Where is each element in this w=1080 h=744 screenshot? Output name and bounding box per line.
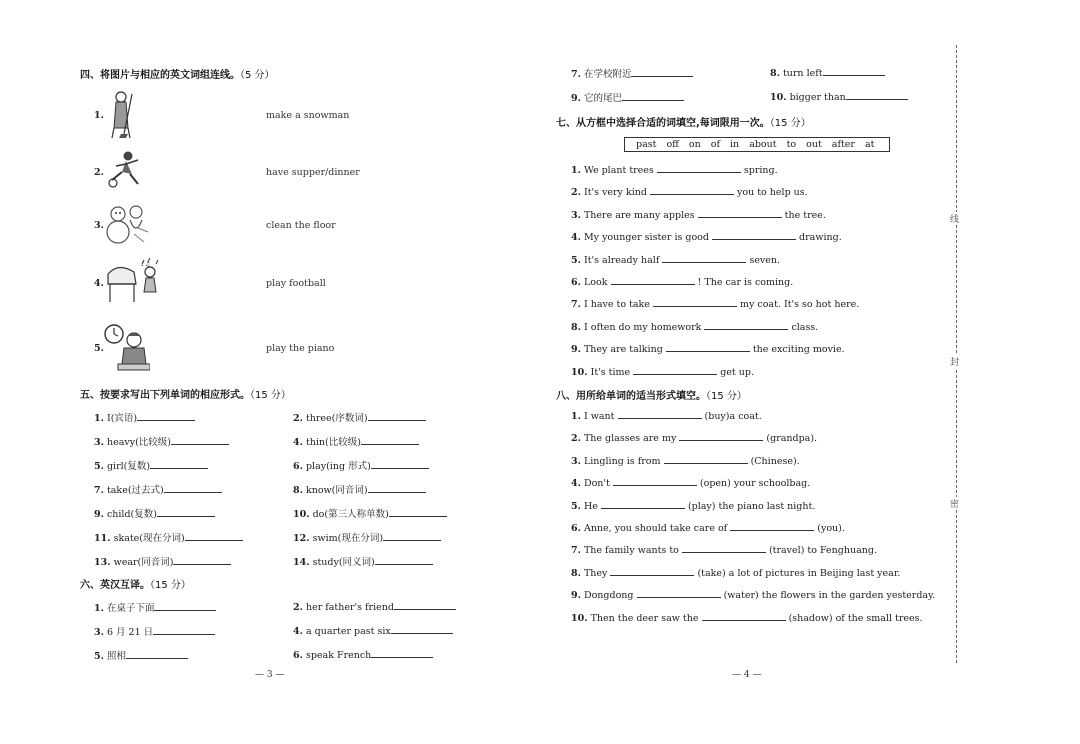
binding-label-middle: 封 <box>950 355 959 368</box>
item-number: 10. <box>293 509 310 520</box>
picture-number: 3. <box>94 220 104 231</box>
answer-blank[interactable] <box>375 555 433 565</box>
picture-number: 5. <box>94 343 104 354</box>
sentence-start: The family wants to <box>583 545 679 557</box>
fill-in-sentence <box>571 208 826 221</box>
item-number: 6. <box>571 277 581 288</box>
exercise-item <box>293 554 433 568</box>
item-prompt: child(复数) <box>106 509 157 520</box>
sentence-start: He <box>583 500 598 512</box>
answer-blank[interactable] <box>846 90 908 100</box>
fill-in-sentence <box>571 297 859 310</box>
answer-blank[interactable] <box>666 342 750 352</box>
exercise-item <box>571 90 684 104</box>
word-bank-word: after <box>831 139 855 150</box>
item-prompt: girl(复数) <box>106 461 151 472</box>
item-number: 4. <box>293 626 303 637</box>
item-prompt: 照相 <box>106 651 126 662</box>
item-prompt: heavy(比较级) <box>106 437 172 448</box>
page-number-right: — 4 — <box>732 670 762 680</box>
item-prompt: 6 月 21 日 <box>106 627 154 638</box>
answer-blank[interactable] <box>682 543 766 553</box>
sentence-end: (shadow) of the small trees. <box>788 612 923 624</box>
item-number: 6. <box>293 650 303 661</box>
exercise-item <box>770 90 908 103</box>
sentence-end: class. <box>791 321 819 333</box>
sentence-end: my coat. It's so hot here. <box>740 299 860 311</box>
exercise-item <box>293 458 429 472</box>
item-number: 1. <box>571 411 581 422</box>
answer-blank[interactable] <box>368 411 426 421</box>
answer-blank[interactable] <box>171 435 229 445</box>
answer-blank[interactable] <box>391 624 453 634</box>
item-number: 6. <box>293 461 303 472</box>
sentence-start: My younger sister is good <box>583 232 709 244</box>
fill-in-sentence <box>571 253 780 266</box>
fill-in-sentence <box>571 275 793 288</box>
section-7-points: （15 分） <box>769 118 811 129</box>
item-number: 2. <box>293 602 303 613</box>
answer-blank[interactable] <box>610 566 694 576</box>
item-number: 8. <box>571 567 581 579</box>
fill-in-sentence <box>571 365 754 378</box>
item-number: 8. <box>293 485 303 496</box>
item-prompt: swim(现在分词) <box>312 533 384 544</box>
fill-in-sentence <box>571 476 810 489</box>
word-bank-word: of <box>710 139 721 150</box>
sentence-start: Anne, you should take care of <box>583 523 728 534</box>
answer-blank[interactable] <box>698 208 782 218</box>
answer-blank[interactable] <box>371 459 429 469</box>
sentence-start: They are talking <box>583 344 663 356</box>
item-prompt: take(过去式) <box>106 485 164 496</box>
section-6-title-text: 六、英汉互译。 <box>80 580 150 591</box>
match-phrase[interactable]: have supper/dinner <box>266 167 360 178</box>
sentence-start: Dongdong <box>583 590 634 602</box>
exercise-item <box>293 410 426 424</box>
answer-blank[interactable] <box>389 507 447 517</box>
sentence-start: It's already half <box>583 254 660 266</box>
sentence-start: I often do my homework <box>583 321 702 333</box>
sentence-start: We plant trees <box>583 165 654 176</box>
fill-in-sentence <box>571 409 762 422</box>
item-number: 3. <box>571 455 581 467</box>
section-8-points: （15 分） <box>706 391 747 402</box>
exercise-item <box>94 648 188 662</box>
item-number: 10. <box>770 92 787 103</box>
section-6-title <box>80 576 191 591</box>
binding-dashed-line <box>956 45 957 663</box>
exercise-item <box>293 600 456 613</box>
sentence-start: I want <box>583 411 615 422</box>
answer-blank[interactable] <box>137 411 195 421</box>
person-sweeping-icon <box>104 90 138 144</box>
answer-blank[interactable] <box>394 600 456 610</box>
item-prompt: bigger than <box>789 92 846 103</box>
item-number: 7. <box>94 485 104 496</box>
answer-blank[interactable] <box>664 454 748 464</box>
exercise-item <box>293 482 426 496</box>
item-number: 2. <box>571 433 581 445</box>
section-7-title <box>556 114 811 129</box>
item-prompt: do(第三人称单数) <box>312 509 389 520</box>
fill-in-sentence <box>571 230 842 243</box>
item-number: 9. <box>94 509 104 520</box>
match-phrase[interactable]: clean the floor <box>266 220 336 231</box>
picture-number: 1. <box>94 110 104 121</box>
fill-in-sentence <box>571 454 800 467</box>
exercise-item <box>293 506 447 520</box>
item-number: 10. <box>571 612 588 624</box>
answer-blank[interactable] <box>150 459 208 469</box>
word-bank-word: on <box>688 139 701 150</box>
answer-blank[interactable] <box>618 409 702 419</box>
sentence-end: (water) the flowers in the garden yesterday. <box>723 590 936 602</box>
answer-blank[interactable] <box>185 531 243 541</box>
match-phrase[interactable]: make a snowman <box>266 110 350 121</box>
answer-blank[interactable] <box>823 66 885 76</box>
fill-in-sentence <box>571 543 877 556</box>
boy-eating-clock-icon <box>104 322 150 376</box>
item-number: 9. <box>571 93 581 104</box>
answer-blank[interactable] <box>702 611 786 621</box>
word-bank-word: out <box>806 139 822 150</box>
exercise-item <box>293 434 419 448</box>
sentence-end: (you). <box>817 523 845 534</box>
word-bank-box <box>624 137 890 152</box>
item-number: 11. <box>94 533 111 544</box>
sentence-end: (travel) to Fenghuang. <box>768 545 877 557</box>
item-prompt: three(序数词) <box>305 413 368 424</box>
answer-blank[interactable] <box>712 230 796 240</box>
answer-blank[interactable] <box>611 275 695 285</box>
item-number: 10. <box>571 366 588 378</box>
item-number: 2. <box>293 413 303 424</box>
exercise-item <box>94 458 208 472</box>
girl-at-piano-icon <box>104 258 166 308</box>
sentence-end: (Chinese). <box>750 455 800 467</box>
answer-blank[interactable] <box>631 67 693 77</box>
exercise-item <box>293 648 433 661</box>
item-number: 3. <box>94 437 104 448</box>
word-bank-word: to <box>786 139 797 150</box>
item-prompt: I(宾语) <box>106 413 138 424</box>
fill-in-sentence <box>571 163 778 176</box>
sentence-end: drawing. <box>799 232 842 244</box>
section-4-points: （5 分） <box>240 70 275 81</box>
fill-in-sentence <box>571 342 845 355</box>
item-number: 3. <box>94 627 104 638</box>
item-number: 5. <box>571 500 581 512</box>
item-prompt: 在学校附近 <box>583 69 632 80</box>
exercise-item <box>770 66 885 79</box>
exercise-item <box>94 600 216 614</box>
sentence-start: I have to take <box>583 299 650 311</box>
boy-kicking-ball-icon <box>104 150 148 194</box>
answer-blank[interactable] <box>662 253 746 263</box>
answer-blank[interactable] <box>126 649 188 659</box>
answer-blank[interactable] <box>653 297 737 307</box>
exercise-item <box>94 482 222 496</box>
section-4-title <box>80 66 275 81</box>
section-4-title-text: 四、将图片与相应的英文词组连线。 <box>80 70 240 81</box>
item-number: 7. <box>571 545 581 557</box>
answer-blank[interactable] <box>371 648 433 658</box>
sentence-end: (take) a lot of pictures in Beijing last year. <box>697 567 901 579</box>
item-number: 2. <box>571 187 581 199</box>
answer-blank[interactable] <box>633 365 717 375</box>
item-prompt: wear(同音词) <box>113 557 174 568</box>
answer-blank[interactable] <box>361 435 419 445</box>
item-number: 1. <box>94 603 104 614</box>
answer-blank[interactable] <box>154 601 216 611</box>
sentence-start: It's very kind <box>583 187 647 199</box>
sentence-end: spring. <box>743 165 778 176</box>
answer-blank[interactable] <box>704 320 788 330</box>
item-prompt: study(同义词) <box>312 557 375 568</box>
item-prompt: 它的尾巴 <box>583 93 622 104</box>
sentence-end: (grandpa). <box>766 433 818 445</box>
match-phrase[interactable]: play football <box>266 278 326 289</box>
sentence-end: (buy)a coat. <box>704 411 762 422</box>
item-prompt: 在桌子下面 <box>106 603 155 614</box>
word-bank-word: off <box>666 139 679 150</box>
answer-blank[interactable] <box>157 507 215 517</box>
item-number: 7. <box>571 69 581 80</box>
item-prompt: her father's friend <box>305 602 394 613</box>
binding-label-top: 线 <box>950 212 959 225</box>
exercise-item <box>94 554 231 568</box>
exercise-item <box>94 434 229 448</box>
item-number: 8. <box>770 68 780 79</box>
sentence-start: They <box>583 567 608 579</box>
item-number: 5. <box>94 461 104 472</box>
fill-in-sentence <box>571 588 935 601</box>
item-number: 13. <box>94 557 111 568</box>
answer-blank[interactable] <box>173 555 231 565</box>
svg-text:♪♫: ♪♫ <box>141 261 151 268</box>
children-snowman-icon <box>104 202 150 250</box>
item-number: 1. <box>94 413 104 424</box>
sentence-end: get up. <box>720 366 754 378</box>
section-5-points: （15 分） <box>250 390 291 401</box>
sentence-start: It's time <box>590 366 631 378</box>
fill-in-sentence <box>571 499 815 512</box>
word-bank-word: at <box>864 139 875 150</box>
sentence-end: ! The car is coming. <box>697 277 794 288</box>
exercise-item <box>94 506 215 520</box>
exercise-item <box>293 624 453 637</box>
sentence-start: Don't <box>583 478 610 490</box>
sentence-end: (open) your schoolbag. <box>699 478 811 490</box>
answer-blank[interactable] <box>153 625 215 635</box>
answer-blank[interactable] <box>637 588 721 598</box>
sentence-end: (play) the piano last night. <box>687 500 816 512</box>
answer-blank[interactable] <box>368 483 426 493</box>
fill-in-sentence <box>571 185 808 198</box>
answer-blank[interactable] <box>622 91 684 101</box>
section-6-points: （15 分） <box>150 580 191 591</box>
item-number: 1. <box>571 165 581 176</box>
item-number: 5. <box>94 651 104 662</box>
item-number: 6. <box>571 523 581 534</box>
item-prompt: a quarter past six <box>305 626 391 637</box>
item-number: 4. <box>293 437 303 448</box>
match-phrase[interactable]: play the piano <box>266 343 335 354</box>
item-prompt: skate(现在分词) <box>113 533 185 544</box>
answer-blank[interactable] <box>383 531 441 541</box>
word-bank-word: about <box>749 139 777 150</box>
answer-blank[interactable] <box>164 483 222 493</box>
answer-blank[interactable] <box>679 431 763 441</box>
picture-number: 2. <box>94 167 104 178</box>
sentence-start: Lingling is from <box>583 455 661 467</box>
exercise-item <box>293 530 441 544</box>
picture-number: 4. <box>94 278 104 289</box>
section-5-title-text: 五、按要求写出下列单词的相应形式。 <box>80 390 250 401</box>
answer-blank[interactable] <box>650 185 734 195</box>
sentence-end: seven. <box>749 254 781 266</box>
item-prompt: know(同音词) <box>305 485 368 496</box>
item-number: 4. <box>571 232 581 244</box>
sentence-end: the exciting movie. <box>752 344 845 356</box>
sentence-start: Look <box>583 277 608 288</box>
item-number: 8. <box>571 321 581 333</box>
item-number: 9. <box>571 344 581 356</box>
item-number: 14. <box>293 557 310 568</box>
section-7-title-text: 七、从方框中选择合适的词填空,每词限用一次。 <box>556 118 770 129</box>
answer-blank[interactable] <box>601 499 685 509</box>
item-number: 3. <box>571 209 581 221</box>
exercise-item <box>94 410 195 424</box>
sentence-end: the tree. <box>784 209 826 221</box>
sentence-start: There are many apples <box>583 209 695 221</box>
exercise-item <box>94 530 243 544</box>
answer-blank[interactable] <box>730 521 814 531</box>
sentence-end: you to help us. <box>737 187 808 199</box>
word-bank-word: in <box>730 139 740 150</box>
sentence-start: The glasses are my <box>583 433 677 445</box>
section-8-title-text: 八、用所给单词的适当形式填空。 <box>556 391 706 402</box>
binding-label-bottom: 密 <box>950 497 959 510</box>
fill-in-sentence <box>571 320 818 333</box>
sentence-start: Then the deer saw the <box>590 612 699 624</box>
answer-blank[interactable] <box>613 476 697 486</box>
item-number: 4. <box>571 478 581 490</box>
item-number: 9. <box>571 590 581 602</box>
item-prompt: play(ing 形式) <box>305 461 371 472</box>
item-prompt: turn left <box>782 68 823 79</box>
item-number: 12. <box>293 533 310 544</box>
item-number: 7. <box>571 299 581 311</box>
exercise-item <box>94 624 215 638</box>
section-8-title <box>556 387 747 402</box>
fill-in-sentence <box>571 521 845 534</box>
answer-blank[interactable] <box>657 163 741 173</box>
item-prompt: thin(比较级) <box>305 437 361 448</box>
section-5-title <box>80 386 291 401</box>
fill-in-sentence <box>571 431 817 444</box>
item-prompt: speak French <box>305 650 372 661</box>
word-bank-word: past <box>636 139 657 150</box>
fill-in-sentence <box>571 566 900 579</box>
item-number: 5. <box>571 254 581 266</box>
fill-in-sentence <box>571 611 923 624</box>
exercise-item <box>571 66 693 80</box>
page-number-left: — 3 — <box>255 670 285 680</box>
